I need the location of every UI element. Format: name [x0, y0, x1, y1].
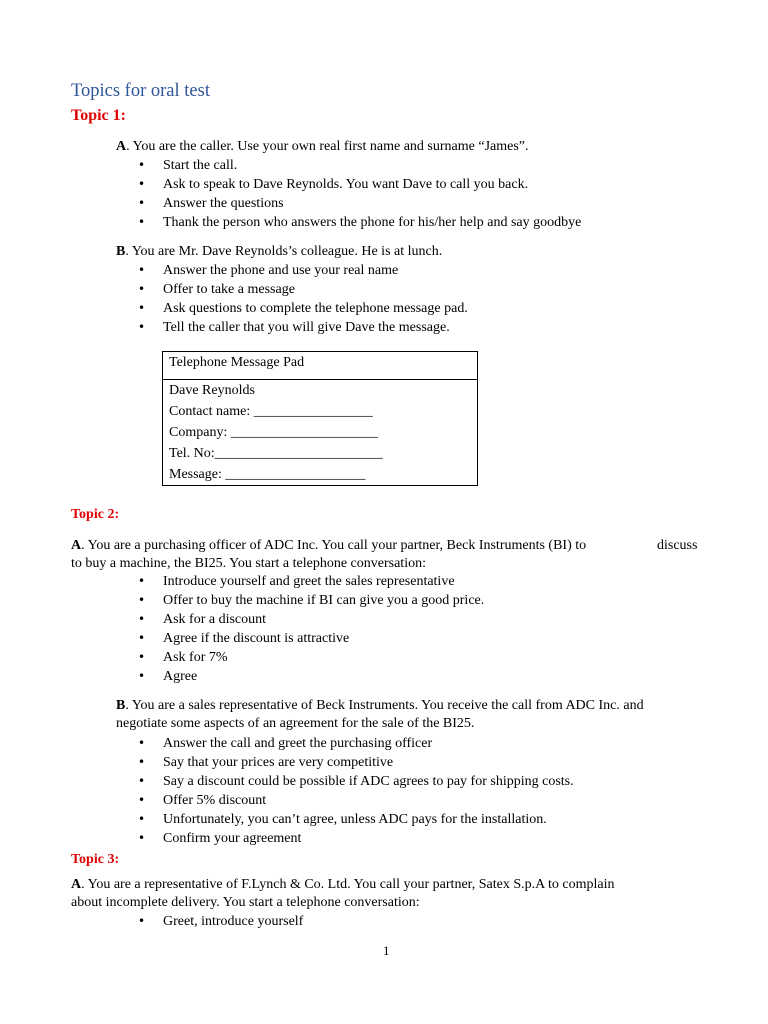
message-pad-line: Tel. No:________________________: [169, 446, 383, 461]
message-pad-line: Company: _____________________: [169, 425, 378, 440]
list-item: • Offer 5% discount: [138, 791, 574, 810]
list-item: • Offer to buy the machine if BI can give you a good price.: [138, 591, 484, 610]
message-pad-line: Contact name: _________________: [169, 404, 373, 419]
message-pad-line: Message: ____________________: [169, 467, 366, 482]
topic-3-heading: Topic 3:: [71, 852, 120, 867]
topic-1-a-list: [138, 156, 581, 232]
topic-1-heading: Topic 1:: [71, 107, 126, 124]
list-item: • Introduce yourself and greet the sales representative: [138, 572, 484, 591]
list-item: • Answer the questions: [138, 194, 581, 213]
list-item: • Ask for 7%: [138, 648, 484, 667]
list-item: • Agree: [138, 667, 484, 686]
topic-2-b-line-1: B. You are a sales representative of Beck Instruments. You receive the call from ADC Inc. and: [116, 698, 644, 713]
list-item: • Ask questions to complete the telephone message pad.: [138, 299, 468, 318]
topic-3-a-line-1: A. You are a representative of F.Lynch & Co. Ltd. You call your partner, Satex S.p.A to complain: [71, 877, 615, 892]
topic-2-a-list: [138, 572, 484, 686]
list-item: • Say a discount could be possible if ADC agrees to pay for shipping costs.: [138, 772, 574, 791]
list-item: • Offer to take a message: [138, 280, 468, 299]
topic-1-a-intro: A. You are the caller. Use your own real first name and surname “James”.: [116, 139, 529, 154]
message-pad-line: Dave Reynolds: [169, 383, 255, 398]
list-item: • Unfortunately, you can’t agree, unless ADC pays for the installation.: [138, 810, 574, 829]
topic-2-heading: Topic 2:: [71, 507, 120, 522]
topic-3-a-line-2: about incomplete delivery. You start a telephone conversation:: [71, 895, 420, 910]
list-item: • Ask to speak to Dave Reynolds. You want Dave to call you back.: [138, 175, 581, 194]
page-number: 1: [383, 943, 390, 958]
topic-2-b-list: [138, 734, 574, 848]
list-item: • Agree if the discount is attractive: [138, 629, 484, 648]
topic-1-b-intro: B. You are Mr. Dave Reynolds’s colleague. He is at lunch.: [116, 244, 443, 259]
page-title: Topics for oral test: [71, 81, 210, 101]
list-item: • Thank the person who answers the phone for his/her help and say goodbye: [138, 213, 581, 232]
topic-1-b-list: [138, 261, 468, 337]
list-item: • Answer the call and greet the purchasing officer: [138, 734, 574, 753]
list-item: • Answer the phone and use your real name: [138, 261, 468, 280]
topic-2-a-line-1-end: discuss: [657, 538, 698, 553]
topic-3-a-list: [138, 912, 303, 931]
list-item: • Start the call.: [138, 156, 581, 175]
list-item: • Tell the caller that you will give Dave the message.: [138, 318, 468, 337]
message-pad-heading: Telephone Message Pad: [163, 352, 477, 380]
telephone-message-pad: [162, 351, 478, 486]
topic-2-a-line-1: A. You are a purchasing officer of ADC Inc. You call your partner, Beck Instruments (BI) to: [71, 538, 587, 553]
topic-2-b-line-2: negotiate some aspects of an agreement for the sale of the BI25.: [116, 716, 475, 731]
topic-2-a-line-2: to buy a machine, the BI25. You start a telephone conversation:: [71, 556, 426, 571]
list-item: • Greet, introduce yourself: [138, 912, 303, 931]
list-item: • Confirm your agreement: [138, 829, 574, 848]
list-item: • Say that your prices are very competitive: [138, 753, 574, 772]
list-item: • Ask for a discount: [138, 610, 484, 629]
